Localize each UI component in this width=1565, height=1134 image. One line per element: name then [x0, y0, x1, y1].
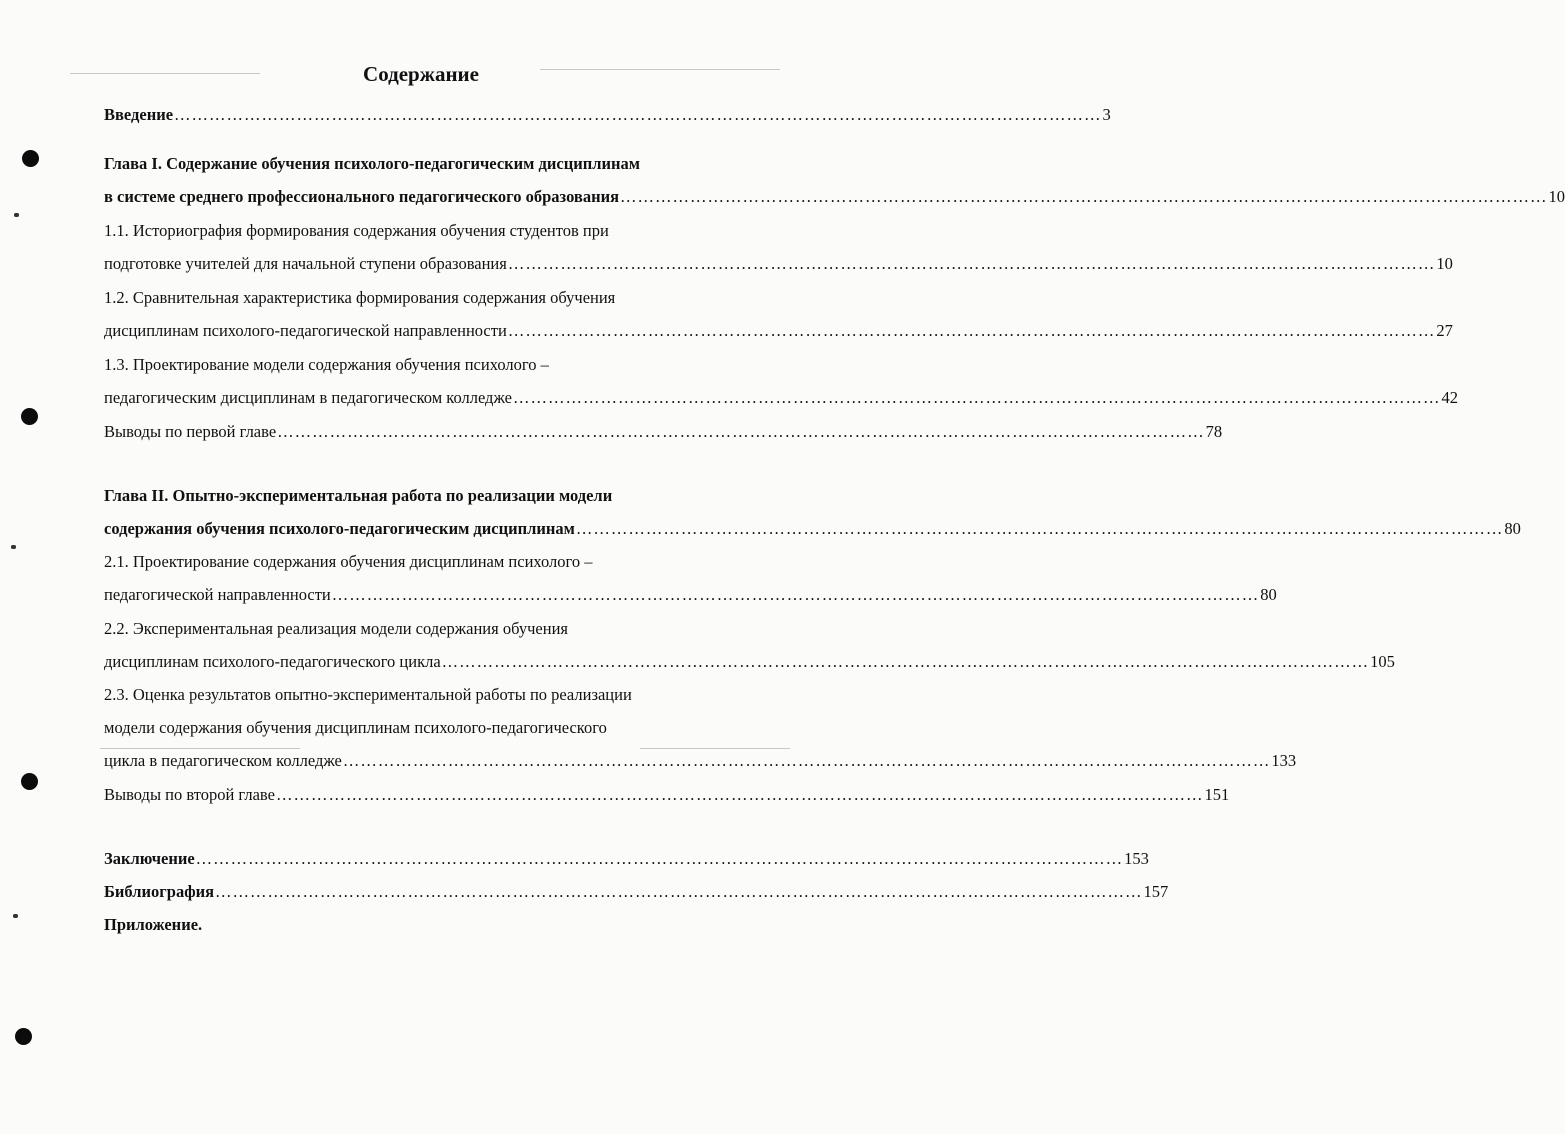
punch-hole — [21, 773, 38, 790]
dot-leader: …………………………………………………………………………………………………………………………………………… — [174, 105, 1102, 124]
toc-chapter1-title-line2 — [104, 187, 1565, 207]
dot-leader: …………………………………………………………………………………………………………………………………………… — [277, 422, 1205, 441]
toc-entry-intro — [104, 105, 1111, 125]
toc-entry-text: Выводы по второй главе — [104, 785, 275, 804]
dot-leader: …………………………………………………………………………………………………………………………………………… — [195, 849, 1124, 868]
scan-speck — [14, 213, 19, 217]
toc-section-2-2-line2 — [104, 652, 1395, 672]
toc-section-2-3-line3 — [104, 751, 1297, 771]
punch-hole — [15, 1028, 32, 1045]
toc-entry-text: содержания обучения психолого-педагогическим дисциплинам — [104, 519, 575, 538]
toc-section-1-1-line2 — [104, 254, 1453, 274]
toc-entry-text: цикла в педагогическом колледже — [104, 751, 342, 770]
dot-leader: …………………………………………………………………………………………………………………………………………… — [620, 187, 1548, 206]
dot-leader: …………………………………………………………………………………………………………………………………………… — [275, 785, 1204, 804]
toc-page-number: 151 — [1204, 785, 1230, 804]
toc-entry-text: дисциплинам психолого-педагогического цикла — [104, 652, 441, 671]
toc-entry-text: Библиография — [104, 882, 215, 901]
dot-leader: …………………………………………………………………………………………………………………………………………… — [441, 652, 1370, 671]
dot-leader: …………………………………………………………………………………………………………………………………………… — [507, 321, 1436, 340]
toc-entry-text: Заключение — [104, 849, 195, 868]
toc-page-number: 80 — [1504, 519, 1521, 538]
dot-leader: …………………………………………………………………………………………………………………………………………… — [342, 751, 1271, 770]
toc-chapter2-title-line1: Глава II. Опытно-экспериментальная работа по реализации модели — [104, 486, 613, 505]
dot-leader: …………………………………………………………………………………………………………………………………………… — [507, 254, 1436, 273]
toc-entry-text: Выводы по первой главе — [104, 422, 277, 441]
scan-noise — [640, 748, 790, 749]
toc-section-1-1-line1: 1.1. Историография формирования содержания обучения студентов при — [104, 221, 609, 240]
dot-leader: …………………………………………………………………………………………………………………………………………… — [331, 585, 1260, 604]
toc-section-2-3-line2: модели содержания обучения дисциплинам психолого-педагогического — [104, 718, 607, 737]
scan-noise — [100, 748, 300, 749]
punch-hole — [21, 408, 38, 425]
dot-leader: …………………………………………………………………………………………………………………………………………… — [512, 388, 1441, 407]
toc-entry-text: педагогическим дисциплинам в педагогическом колледже — [104, 388, 512, 407]
toc-chapter1-title-line1: Глава I. Содержание обучения психолого-педагогическим дисциплинам — [104, 154, 640, 173]
toc-section-2-3-line1: 2.3. Оценка результатов опытно-экспериментальной работы по реализации — [104, 685, 632, 704]
toc-page-number: 80 — [1260, 585, 1277, 604]
toc-chapter2-conclusions — [104, 785, 1230, 805]
toc-page-number: 78 — [1205, 422, 1223, 441]
dot-leader: …………………………………………………………………………………………………………………………………………… — [575, 519, 1504, 538]
punch-hole — [22, 150, 39, 167]
toc-entry-text: Введение — [104, 105, 174, 124]
toc-section-1-2-line1: 1.2. Сравнительная характеристика формирования содержания обучения — [104, 288, 616, 307]
scan-speck — [11, 545, 16, 549]
toc-entry-text: подготовке учителей для начальной ступени образования — [104, 254, 507, 273]
toc-section-1-3-line2 — [104, 388, 1458, 408]
toc-page-number: 105 — [1370, 652, 1395, 671]
page-title: Содержание — [363, 62, 479, 86]
toc-page-number: 42 — [1441, 388, 1458, 407]
toc-section-1-3-line1: 1.3. Проектирование модели содержания обучения психолого – — [104, 355, 549, 374]
toc-page-number: 157 — [1143, 882, 1169, 901]
toc-entry-bibliography — [104, 882, 1169, 902]
toc-page-number: 27 — [1436, 321, 1453, 340]
toc-page-number: 133 — [1271, 751, 1297, 770]
dot-leader: …………………………………………………………………………………………………………………………………………… — [215, 882, 1143, 901]
toc-entry-text: дисциплинам психолого-педагогической направленности — [104, 321, 507, 340]
toc-entry-appendix: Приложение. — [104, 915, 203, 934]
toc-chapter2-title-line2 — [104, 519, 1521, 539]
toc-section-1-2-line2 — [104, 321, 1453, 341]
toc-page-number: 10 — [1436, 254, 1453, 273]
toc-entry-conclusion — [104, 849, 1149, 869]
toc-entry-text: в системе среднего профессионального педагогического образования — [104, 187, 620, 206]
toc-section-2-2-line1: 2.2. Экспериментальная реализация модели содержания обучения — [104, 619, 568, 638]
toc-section-2-1-line2 — [104, 585, 1277, 605]
toc-page-number: 153 — [1124, 849, 1149, 868]
toc-section-2-1-line1: 2.1. Проектирование содержания обучения дисциплинам психолого – — [104, 552, 593, 571]
toc-page-number: 10 — [1548, 187, 1565, 206]
toc-chapter1-conclusions — [104, 422, 1223, 442]
toc-entry-text: педагогической направленности — [104, 585, 331, 604]
toc-page-number: 3 — [1102, 105, 1111, 124]
scan-speck — [13, 914, 18, 918]
